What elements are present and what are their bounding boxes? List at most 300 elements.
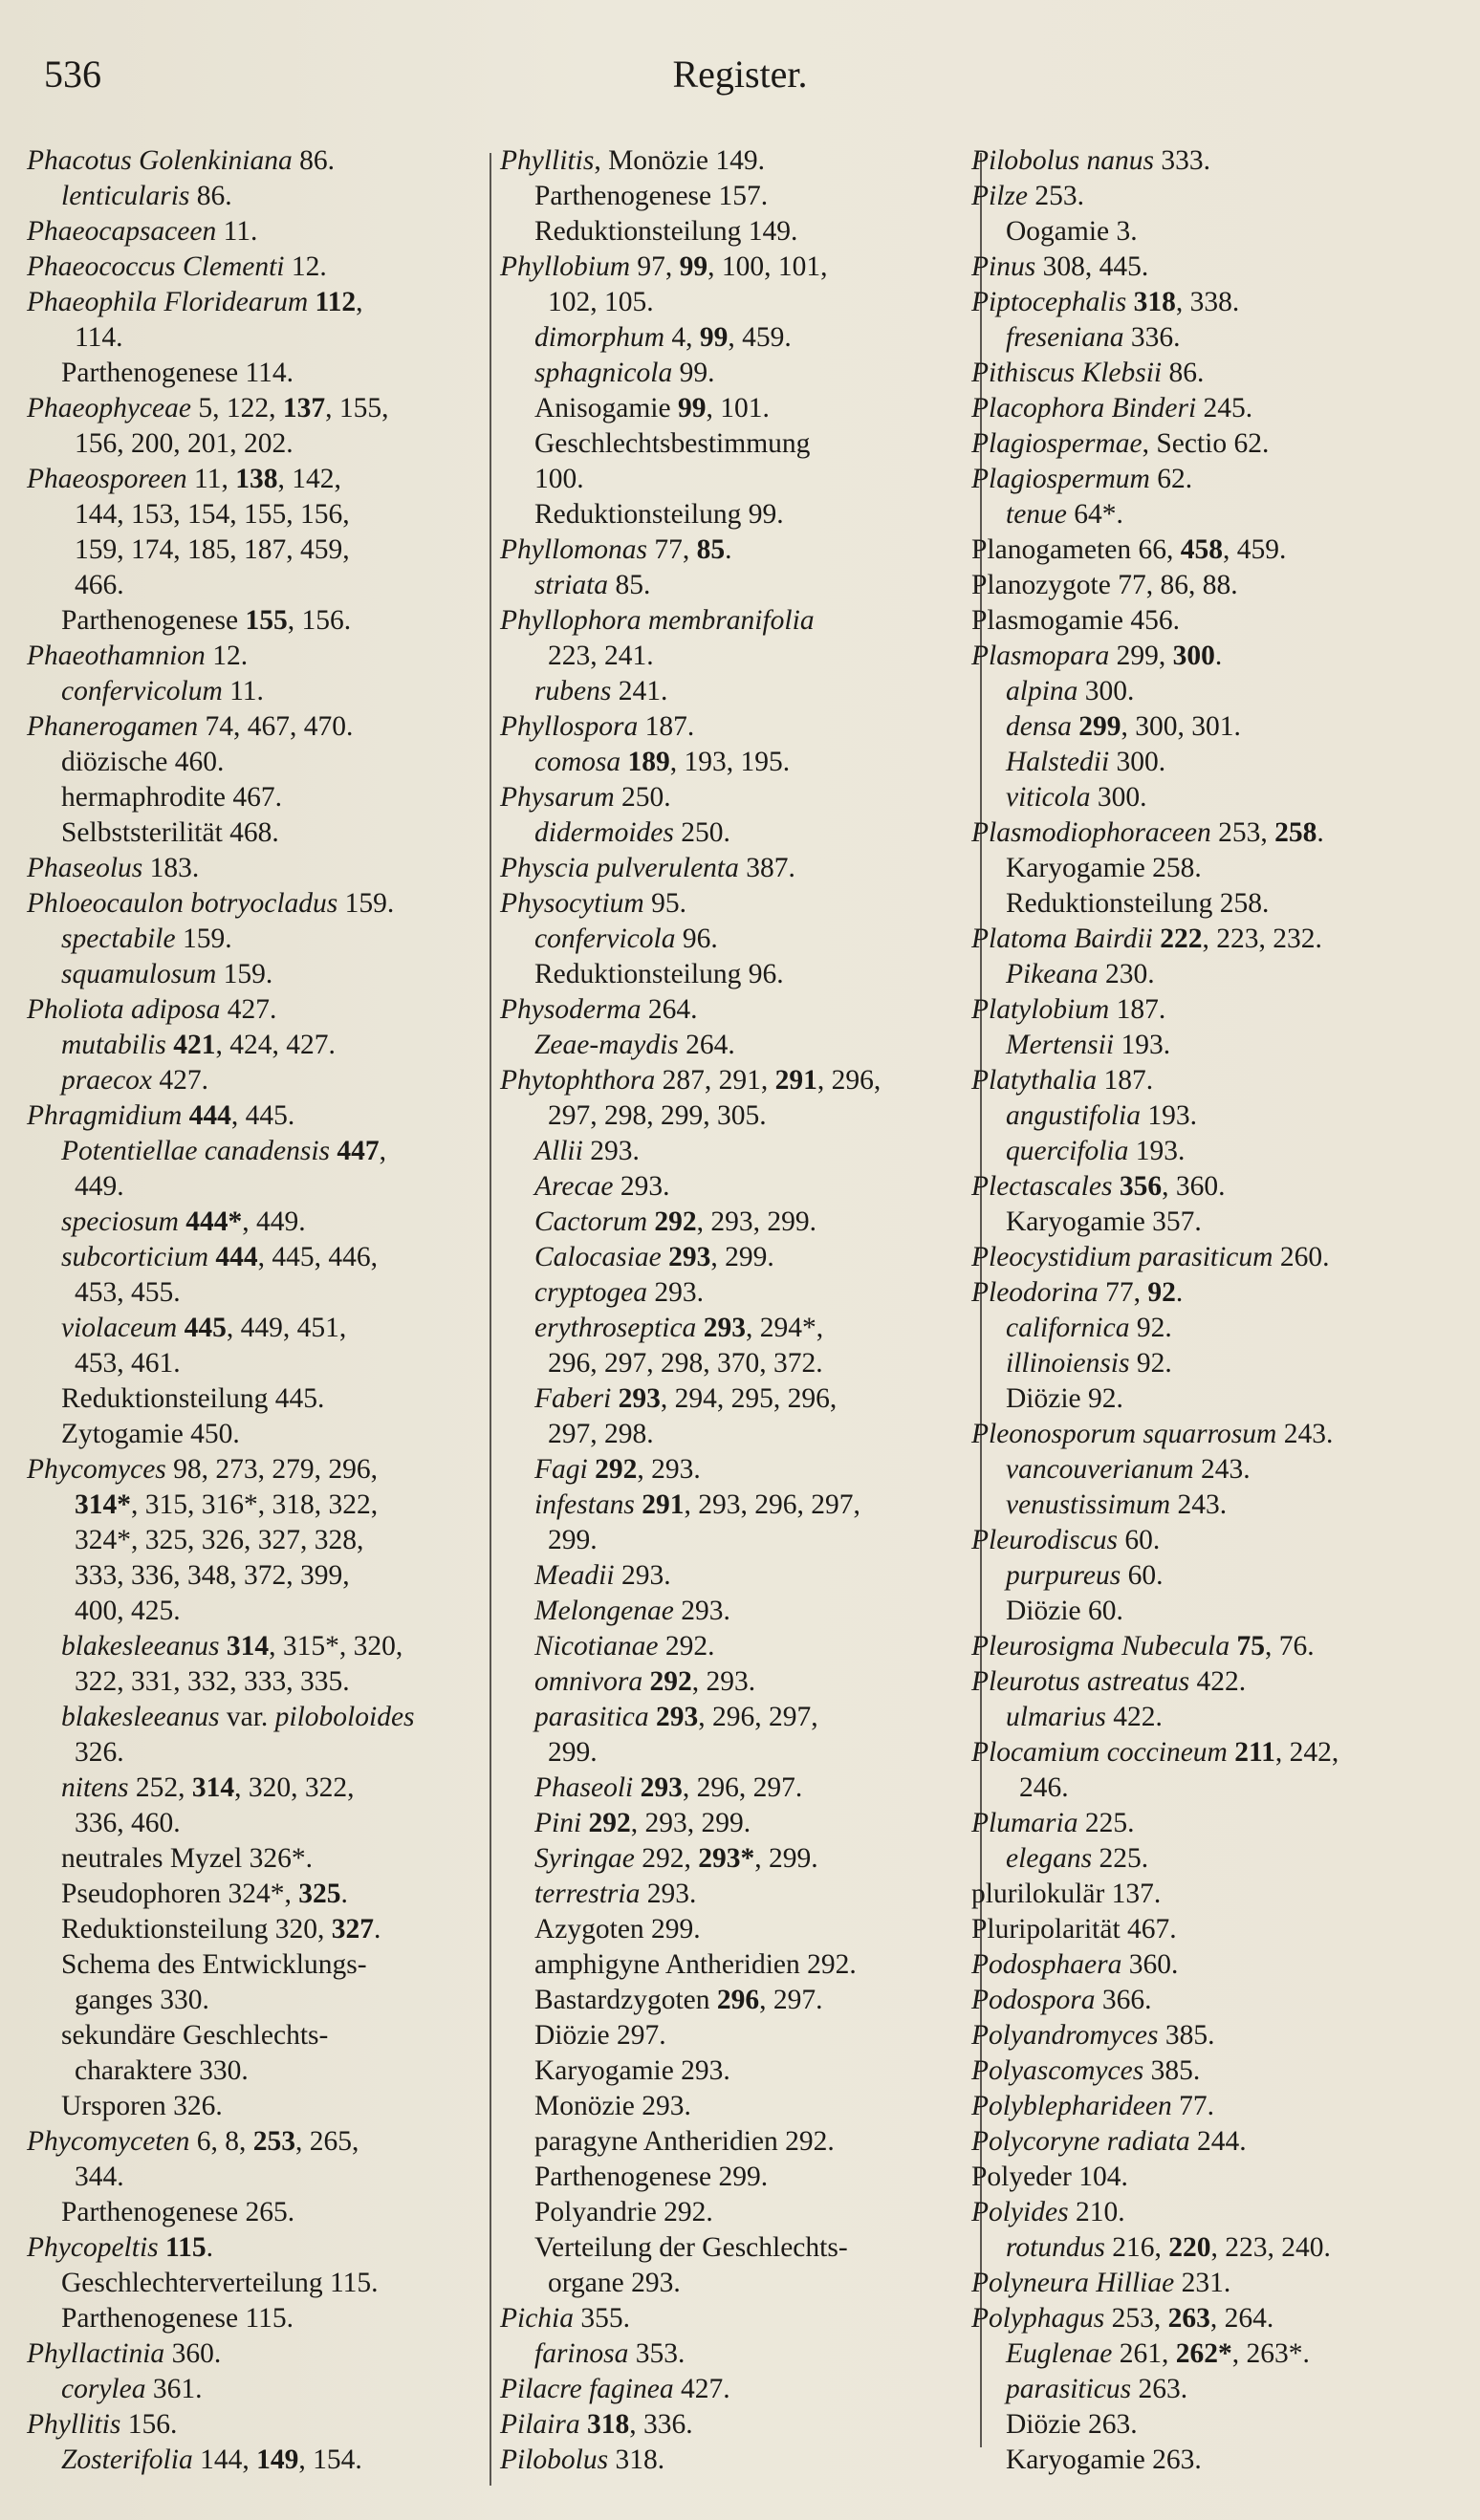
entry-r2: , 293, 299.: [696, 1206, 816, 1237]
index-entry: [500, 1558, 966, 1594]
index-entry: [27, 674, 484, 709]
entry-r: 287, 291,: [655, 1065, 775, 1096]
index-entry: [27, 1275, 484, 1311]
entry-t: lenticularis: [61, 181, 190, 211]
entry-b: 263: [1167, 2303, 1210, 2334]
entry-r: 98, 273, 279, 296,: [165, 1454, 379, 1485]
entry-t: rotundus: [1006, 2232, 1105, 2263]
entry-t: Karyogamie 293.: [534, 2055, 730, 2086]
entry-t: Calocasiae: [534, 1242, 662, 1272]
entry-t: Planozygote 77, 86, 88.: [971, 570, 1238, 600]
index-entry: [500, 1098, 966, 1134]
entry-b: 444: [188, 1100, 231, 1131]
entry-t: corylea: [61, 2374, 146, 2404]
index-entry: [500, 1134, 966, 1169]
entry-r: 427.: [220, 994, 277, 1025]
entry-t: Polyandrie 292.: [534, 2197, 713, 2227]
entry-t: Platoma Bairdii: [971, 923, 1153, 954]
entry-t: blakesleeanus: [61, 1702, 220, 1732]
entry-b: 291: [642, 1489, 685, 1520]
entry-t: Reduktionsteilung 149.: [534, 216, 798, 247]
index-entry: [971, 1877, 1449, 1912]
entry-r: 264.: [678, 1030, 735, 1060]
index-entry: [971, 1488, 1449, 1523]
entry-t: angustifolia: [1006, 1100, 1141, 1131]
index-entry: [27, 1381, 484, 1417]
entry-t: parasiticus: [1006, 2374, 1132, 2404]
index-entry: [500, 568, 966, 603]
index-entry: [27, 356, 484, 391]
entry-t: Phyllomonas: [500, 534, 648, 565]
entry-t: Plocamium coccineum: [971, 1737, 1228, 1768]
index-entry: [27, 1205, 484, 1240]
index-entry: [971, 2443, 1449, 2478]
entry-r: 97,: [630, 251, 680, 282]
index-entry: [971, 532, 1449, 568]
entry-r: 261,: [1112, 2338, 1176, 2369]
entry-r2: , 242,: [1274, 1737, 1339, 1768]
entry-t: nitens: [61, 1772, 129, 1803]
entry-t: Polycoryne radiata: [971, 2126, 1190, 2157]
index-entry: [500, 709, 966, 745]
entry-r2: , 264.: [1209, 2303, 1274, 2334]
index-entry: [971, 1700, 1449, 1735]
entry-t: Pleodorina: [971, 1277, 1099, 1308]
index-entry: [971, 1381, 1449, 1417]
index-entry: [27, 2266, 484, 2301]
entry-r2: , 293, 296, 297,: [684, 1489, 860, 1520]
entry-r: 243.: [1170, 1489, 1228, 1520]
entry-r: 60.: [1117, 1525, 1161, 1555]
entry-r: 355.: [574, 2303, 631, 2334]
entry-r: 263.: [1131, 2374, 1188, 2404]
entry-t: Pilaira: [500, 2409, 580, 2440]
entry-t: Phaseolus: [27, 853, 143, 883]
entry-t: cryptogea: [534, 1277, 647, 1308]
index-entry: [500, 179, 966, 214]
entry-b: 447: [337, 1136, 380, 1166]
index-entry: [500, 2124, 966, 2160]
entry-r: 210.: [1068, 2197, 1125, 2227]
entry-t: californica: [1006, 1313, 1130, 1343]
entry-t: sekundäre Geschlechts-: [61, 2020, 329, 2051]
index-entry: [500, 1664, 966, 1700]
index-entry: [27, 1452, 484, 1488]
page-header: [38, 46, 1442, 103]
index-entry: [500, 674, 966, 709]
index-entry: [27, 815, 484, 851]
entry-r2: , 293.: [637, 1454, 701, 1485]
entry-r: 245.: [1196, 393, 1253, 424]
entry-t: Parthenogenese 157.: [534, 181, 769, 211]
index-entry: [971, 992, 1449, 1028]
entry-r: 385.: [1143, 2055, 1201, 2086]
entry-t: Phaeococcus Clementi: [27, 251, 285, 282]
entry-r: 96.: [675, 923, 718, 954]
entry-t: Phanerogamen: [27, 711, 199, 742]
entry-t: Verteilung der Geschlechts-: [534, 2232, 848, 2263]
entry-t: Parthenogenese 114.: [61, 358, 294, 388]
entry-t: purpureus: [1006, 1560, 1121, 1591]
entry-r2: , 296, 297.: [682, 1772, 803, 1803]
entry-r: 12.: [284, 251, 327, 282]
entry-r2: ,: [379, 1136, 386, 1166]
entry-t: Syringae: [534, 1843, 635, 1874]
entry-t: ganges 330.: [75, 1985, 209, 2015]
entry-x: piloboloides: [274, 1702, 415, 1732]
entry-r: 159.: [175, 923, 232, 954]
index-entry: [27, 780, 484, 815]
entry-r: 11.: [222, 676, 264, 706]
entry-r: 300.: [1109, 747, 1166, 777]
entry-r2: , 265,: [294, 2126, 359, 2157]
entry-r: 159.: [337, 888, 395, 919]
index-column-2: [500, 143, 966, 2486]
entry-r: 366.: [1095, 1985, 1152, 2015]
index-entry: [500, 532, 966, 568]
entry-t: alpina: [1006, 676, 1078, 706]
index-entry: [971, 143, 1449, 179]
entry-t: infestans: [534, 1489, 635, 1520]
entry-r: [620, 747, 627, 777]
index-entry: [500, 1700, 966, 1735]
entry-t: violaceum: [61, 1313, 178, 1343]
entry-r: var.: [219, 1702, 275, 1732]
entry-t: praecox: [61, 1065, 153, 1096]
index-entry: [500, 1346, 966, 1381]
entry-t: Polyandromyces: [971, 2020, 1159, 2051]
entry-t: Platythalia: [971, 1065, 1098, 1096]
entry-t: illinoiensis: [1006, 1348, 1130, 1379]
entry-t: 223, 241.: [548, 641, 654, 671]
entry-r: [159, 2232, 165, 2263]
index-entry: [971, 497, 1449, 532]
index-entry: [500, 1947, 966, 1983]
entry-r2: , 297.: [759, 1985, 823, 2015]
entry-t: 100.: [534, 464, 584, 494]
entry-b: 458: [1180, 534, 1223, 565]
entry-t: Phyllobium: [500, 251, 631, 282]
entry-r2: , 459.: [728, 322, 792, 353]
index-entry: [27, 1771, 484, 1806]
entry-t: Melongenae: [534, 1596, 674, 1626]
entry-r2: , 320, 322,: [234, 1772, 355, 1803]
index-entry: [27, 391, 484, 426]
entry-t: Azygoten 299.: [534, 1914, 701, 1944]
index-entry: [27, 2124, 484, 2160]
entry-t: Pilobolus: [500, 2444, 609, 2475]
entry-b: 292: [649, 1666, 692, 1697]
entry-r: 300.: [1077, 676, 1135, 706]
index-entry: [27, 1311, 484, 1346]
entry-t: Karyogamie 263.: [1006, 2444, 1202, 2475]
entry-t: Allii: [534, 1136, 583, 1166]
index-entry: [971, 1205, 1449, 1240]
entry-r: [219, 1631, 226, 1662]
index-entry: [971, 2018, 1449, 2053]
index-entry: [27, 1134, 484, 1169]
entry-t: Reduktionsteilung 320,: [61, 1914, 332, 1944]
entry-t: Planogameten 66,: [971, 534, 1181, 565]
entry-r: 156.: [120, 2409, 178, 2440]
entry-t: 344.: [75, 2162, 124, 2192]
index-entry: [27, 1240, 484, 1275]
entry-t: Plumaria: [971, 1808, 1078, 1838]
entry-r2: .: [373, 1914, 381, 1944]
entry-r: 422.: [1105, 1702, 1163, 1732]
index-column-1: [27, 143, 484, 2486]
entry-r2: , 293.: [691, 1666, 756, 1697]
entry-t: erythroseptica: [534, 1313, 697, 1343]
index-entry: [27, 2372, 484, 2407]
index-entry: [971, 1523, 1449, 1558]
index-entry: [500, 1205, 966, 1240]
entry-r: 300.: [1090, 782, 1147, 813]
index-entry: [27, 709, 484, 745]
entry-r: 216,: [1104, 2232, 1169, 2263]
entry-r: 253,: [1210, 817, 1275, 848]
entry-t: Physarum: [500, 782, 615, 813]
index-entry: [27, 2443, 484, 2478]
index-entry: [500, 2160, 966, 2195]
index-entry: [971, 886, 1449, 922]
entry-r: [182, 1100, 188, 1131]
entry-t: Polyeder 104.: [971, 2162, 1128, 2192]
entry-t: Phaeophila Floridearum: [27, 287, 309, 317]
entry-t: 453, 461.: [75, 1348, 181, 1379]
entry-t: Mertensii: [1006, 1030, 1115, 1060]
entry-b: 293: [703, 1313, 746, 1343]
index-entry: [971, 2089, 1449, 2124]
entry-t: Phyllophora membranifolia: [500, 605, 815, 636]
entry-t: Phycopeltis: [27, 2232, 159, 2263]
entry-t: Pinus: [971, 251, 1036, 282]
entry-t: 466.: [75, 570, 124, 600]
index-entry: [500, 2443, 966, 2478]
index-entry: [27, 179, 484, 214]
entry-t: tenue: [1006, 499, 1067, 530]
entry-b: 211: [1234, 1737, 1275, 1768]
entry-b: 189: [627, 747, 670, 777]
entry-t: Pholiota adiposa: [27, 994, 221, 1025]
entry-t: Phyllitis: [27, 2409, 121, 2440]
entry-r: 385.: [1158, 2020, 1215, 2051]
index-entry: [971, 815, 1449, 851]
entry-t: Physoderma: [500, 994, 642, 1025]
entry-r: 422.: [1189, 1666, 1247, 1697]
entry-r: [696, 1313, 703, 1343]
entry-b: 85: [696, 534, 726, 565]
entry-t: Phyllactinia: [27, 2338, 165, 2369]
entry-t: Reduktionsteilung 96.: [534, 959, 784, 989]
page-number: 536: [44, 53, 101, 96]
entry-t: charaktere 330.: [75, 2055, 249, 2086]
entry-r: 60.: [1121, 1560, 1164, 1591]
entry-t: Meadii: [534, 1560, 615, 1591]
entry-t: 297, 298.: [548, 1419, 654, 1449]
entry-r: 308, 445.: [1035, 251, 1149, 282]
entry-r2: , 449, 451,: [226, 1313, 347, 1343]
index-entry: [500, 1488, 966, 1523]
entry-r2: , 101.: [706, 393, 770, 424]
entry-t: 322, 331, 332, 333, 335.: [75, 1666, 350, 1697]
index-entry: [500, 815, 966, 851]
entry-r: 292.: [658, 1631, 715, 1662]
entry-b: 421: [173, 1030, 216, 1060]
index-entry: [971, 1169, 1449, 1205]
index-entry: [27, 1806, 484, 1841]
entry-r: [308, 287, 315, 317]
entry-t: sphagnicola: [534, 358, 673, 388]
entry-t: Plectascales: [971, 1171, 1113, 1202]
index-entry: [500, 2195, 966, 2230]
entry-t: didermoides: [534, 817, 674, 848]
entry-t: Zytogamie 450.: [61, 1419, 240, 1449]
entry-t: Parthenogenese: [61, 605, 246, 636]
entry-r: 99.: [672, 358, 715, 388]
entry-t: Karyogamie 357.: [1006, 1206, 1202, 1237]
index-entry: [971, 709, 1449, 745]
entry-t: Zeae-maydis: [534, 1030, 679, 1060]
index-entry: [971, 1063, 1449, 1098]
entry-t: Monözie 293.: [534, 2091, 691, 2121]
entry-r: 361.: [145, 2374, 203, 2404]
entry-t: 299.: [548, 1737, 598, 1768]
entry-r: 144,: [192, 2444, 257, 2475]
index-entry: [27, 1912, 484, 1947]
entry-t: Piptocephalis: [971, 287, 1127, 317]
entry-t: Phloeocaulon botryocladus: [27, 888, 338, 919]
index-entry: [500, 214, 966, 250]
index-entry: [500, 250, 966, 285]
index-entry: [27, 1877, 484, 1912]
entry-b: 112: [315, 287, 357, 317]
entry-b: 149: [256, 2444, 299, 2475]
entry-r2: , 296, 297,: [698, 1702, 818, 1732]
entry-b: 318: [586, 2409, 630, 2440]
index-entry: [27, 1700, 484, 1735]
entry-b: 293: [640, 1772, 683, 1803]
entry-r: 293.: [673, 1596, 730, 1626]
index-entry: [500, 1594, 966, 1629]
entry-r: 62.: [1149, 464, 1193, 494]
entry-b: 137: [282, 393, 326, 424]
index-entry: [971, 1983, 1449, 2018]
index-entry: [500, 1169, 966, 1205]
entry-r: 86.: [292, 145, 335, 176]
entry-t: Pichia: [500, 2303, 575, 2334]
entry-t: Oogamie 3.: [1006, 216, 1138, 247]
entry-r: 243.: [1193, 1454, 1251, 1485]
index-entry: [500, 285, 966, 320]
entry-b: 292: [595, 1454, 638, 1485]
entry-t: amphigyne Antheridien 292.: [534, 1949, 857, 1980]
index-entry: [27, 1947, 484, 1983]
index-entry: [500, 1983, 966, 2018]
entry-b: 293*: [698, 1843, 755, 1874]
entry-r2: , 296,: [816, 1065, 881, 1096]
entry-r2: , 300, 301.: [1121, 711, 1241, 742]
entry-r2: , 459.: [1223, 534, 1287, 565]
entry-b: 299: [1078, 711, 1121, 742]
entry-b: 138: [235, 464, 278, 494]
index-entry: [27, 1735, 484, 1771]
index-entry: [27, 2336, 484, 2372]
index-entry: [500, 1275, 966, 1311]
entry-t: Diözie 60.: [1006, 1596, 1123, 1626]
entry-r: [588, 1454, 595, 1485]
entry-b: 115: [165, 2232, 207, 2263]
entry-r: 193.: [1114, 1030, 1171, 1060]
entry-t: confervicolum: [61, 676, 223, 706]
index-entry: [500, 1629, 966, 1664]
index-entry: [971, 1806, 1449, 1841]
index-entry: [27, 426, 484, 462]
entry-t: 297, 298, 299, 305.: [548, 1100, 767, 1131]
entry-t: mutabilis: [61, 1030, 166, 1060]
index-entry: [27, 2018, 484, 2053]
entry-b: 75: [1236, 1631, 1265, 1662]
entry-t: Plasmogamie 456.: [971, 605, 1180, 636]
entry-r: 77,: [647, 534, 697, 565]
index-entry: [500, 320, 966, 356]
index-entry: [971, 285, 1449, 320]
entry-b: 258: [1274, 817, 1317, 848]
entry-r: , Sectio 62.: [1142, 428, 1270, 459]
index-entry: [971, 320, 1449, 356]
index-entry: [27, 462, 484, 497]
entry-t: 336, 460.: [75, 1808, 181, 1838]
index-entry: [27, 143, 484, 179]
entry-t: Pleocystidium parasiticum: [971, 1242, 1273, 1272]
index-entry: [27, 285, 484, 320]
entry-r: 292,: [634, 1843, 699, 1874]
index-entry: [27, 639, 484, 674]
index-entry: [27, 1629, 484, 1664]
entry-r2: .: [340, 1879, 348, 1909]
entry-r2: , 315, 316*, 318, 322,: [131, 1489, 379, 1520]
entry-t: confervicola: [534, 923, 676, 954]
entry-t: 102, 105.: [548, 287, 654, 317]
index-entry: [971, 214, 1449, 250]
entry-t: Pilacre faginea: [500, 2374, 674, 2404]
entry-t: Polyblepharideen: [971, 2091, 1172, 2121]
entry-t: Phragmidium: [27, 1100, 183, 1131]
entry-t: ulmarius: [1006, 1702, 1106, 1732]
entry-t: 449.: [75, 1171, 124, 1202]
entry-t: freseniana: [1006, 322, 1124, 353]
entry-r: 250.: [614, 782, 671, 813]
entry-t: Pilobolus nanus: [971, 145, 1154, 176]
entry-t: Pilze: [971, 181, 1028, 211]
entry-b: 444*: [185, 1206, 243, 1237]
entry-t: Reduktionsteilung 445.: [61, 1383, 325, 1414]
index-entry: [500, 745, 966, 780]
index-entry: [500, 1417, 966, 1452]
entry-r: 159.: [216, 959, 273, 989]
entry-t: Plasmodiophoraceen: [971, 817, 1211, 848]
entry-r: 260.: [1273, 1242, 1330, 1272]
index-entry: [500, 2301, 966, 2336]
index-entry: [27, 851, 484, 886]
index-entry: [971, 957, 1449, 992]
entry-r: 360.: [164, 2338, 222, 2369]
index-entry: [500, 603, 966, 639]
entry-t: 159, 174, 185, 187, 459,: [75, 534, 350, 565]
index-entry: [27, 1028, 484, 1063]
entry-r: 74, 467, 470.: [198, 711, 354, 742]
entry-t: Pini: [534, 1808, 582, 1838]
